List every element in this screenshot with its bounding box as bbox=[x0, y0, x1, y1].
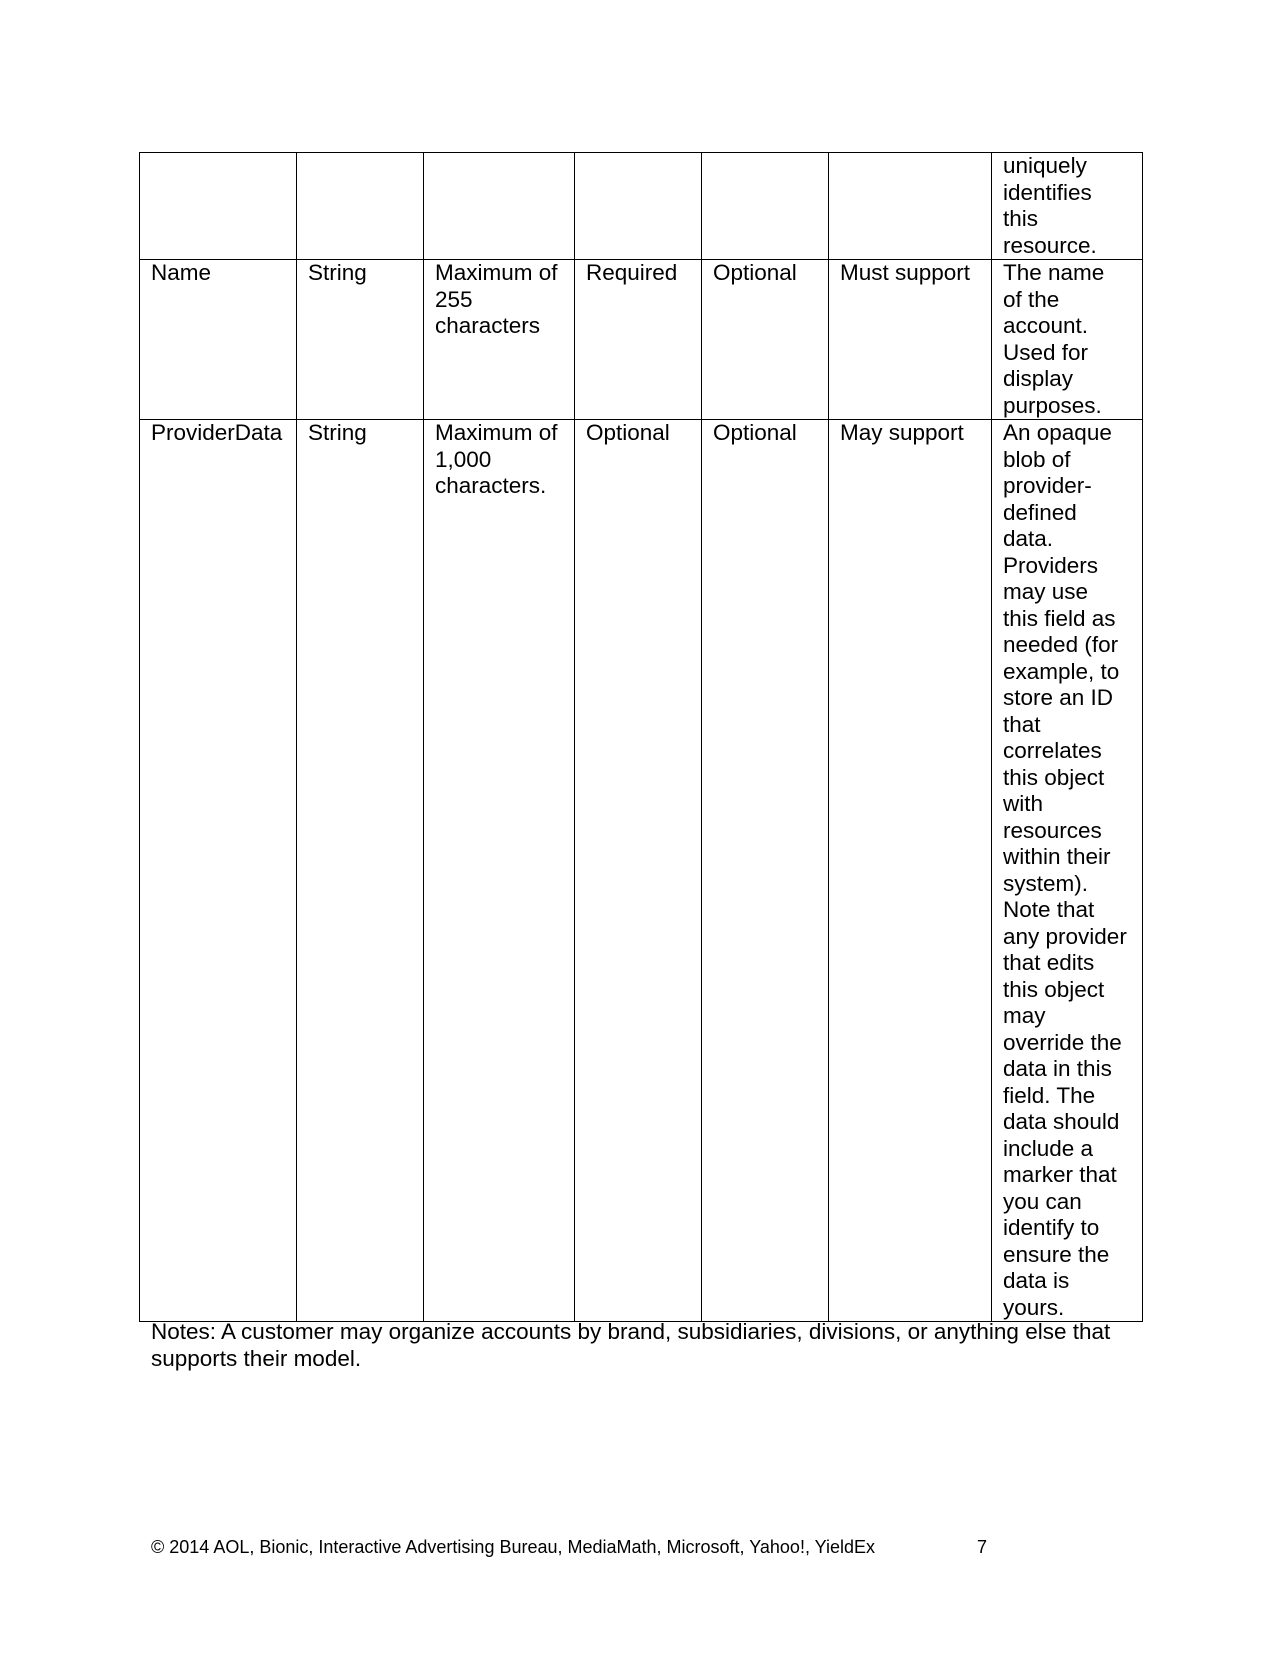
notes-paragraph: Notes: A customer may organize accounts by brand, subsidiaries, divisions, or anything else that supports their model. bbox=[151, 1319, 1111, 1371]
field-name-cell: Name bbox=[140, 260, 297, 420]
type-cell: String bbox=[297, 420, 424, 1322]
update-cell bbox=[702, 153, 829, 260]
description-cell: The name of the account. Used for display purposes. bbox=[992, 260, 1143, 420]
type-cell: String bbox=[297, 260, 424, 420]
table-row bbox=[140, 153, 1143, 260]
spec-table bbox=[139, 152, 1143, 1322]
type-cell bbox=[297, 153, 424, 260]
create-cell bbox=[575, 153, 702, 260]
support-cell bbox=[829, 153, 992, 260]
table-row bbox=[140, 420, 1143, 1322]
constraints-cell: Maximum of 255 characters bbox=[424, 260, 575, 420]
support-cell: May support bbox=[829, 420, 992, 1322]
field-name-cell bbox=[140, 153, 297, 260]
page-number: 7 bbox=[977, 1537, 988, 1557]
description-cell: An opaque blob of provider- defined data. Providers may use this field as needed (for example, to store an ID that correlates this object with resources within their system). Note that any provider that edits this object may override the data in this field. The data should include a marker that you can identify to ensure the data is yours. bbox=[992, 420, 1143, 1322]
create-cell: Required bbox=[575, 260, 702, 420]
update-cell: Optional bbox=[702, 420, 829, 1322]
description-cell: uniquely identifies this resource. bbox=[992, 153, 1143, 260]
create-cell: Optional bbox=[575, 420, 702, 1322]
footer-copyright: © 2014 AOL, Bionic, Interactive Advertising Bureau, MediaMath, Microsoft, Yahoo!, YieldEx bbox=[151, 1537, 875, 1557]
field-name-cell: ProviderData bbox=[140, 420, 297, 1322]
table-row bbox=[140, 260, 1143, 420]
support-cell: Must support bbox=[829, 260, 992, 420]
update-cell: Optional bbox=[702, 260, 829, 420]
constraints-cell: Maximum of 1,000 characters. bbox=[424, 420, 575, 1322]
constraints-cell bbox=[424, 153, 575, 260]
